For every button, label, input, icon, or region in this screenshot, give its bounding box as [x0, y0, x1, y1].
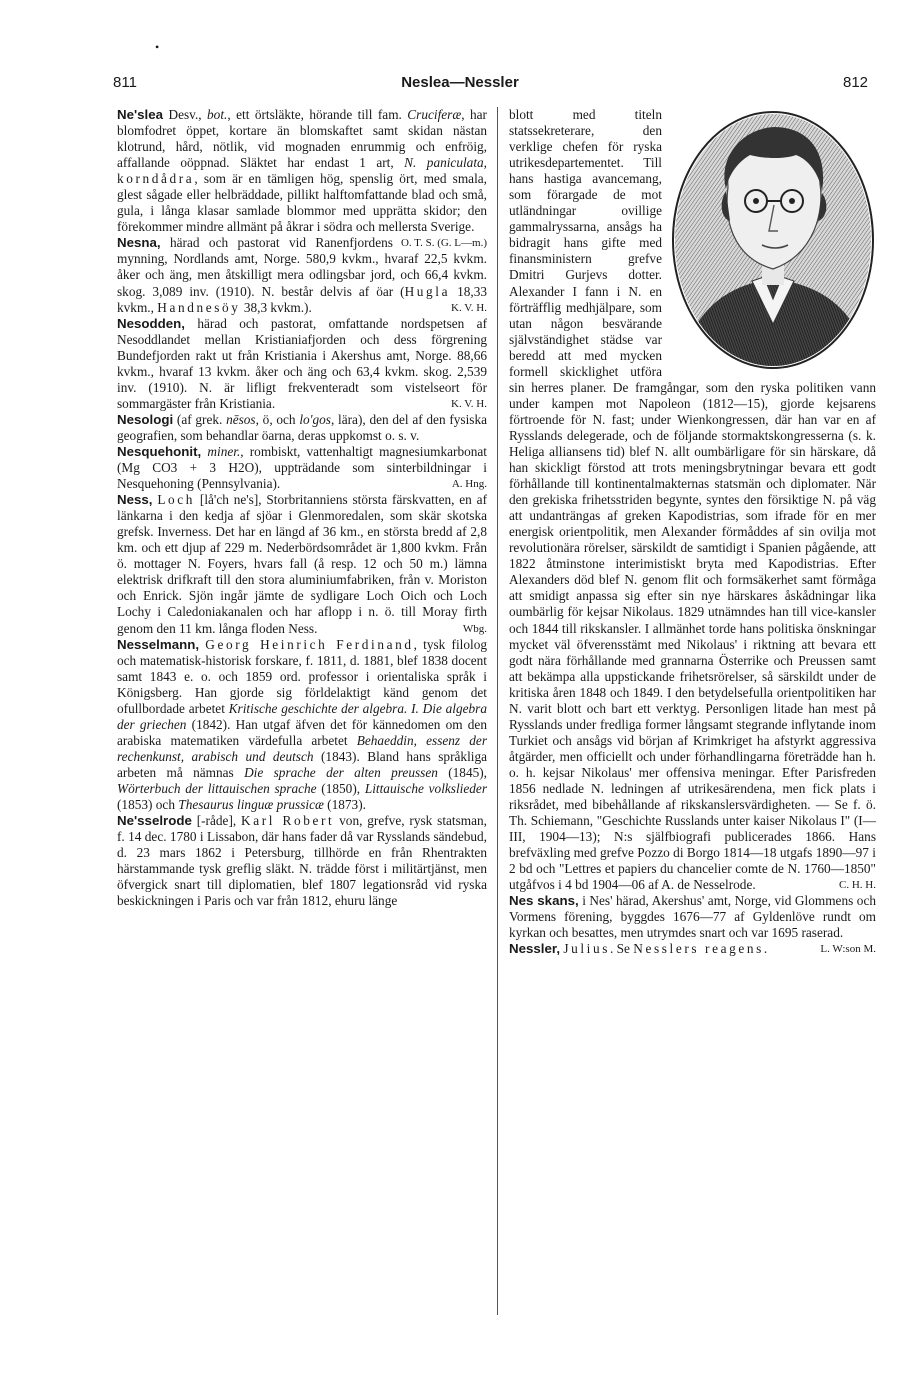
author-signature: C. H. H. [839, 879, 876, 892]
column-divider [497, 107, 498, 1315]
headword: Ne'slea [117, 107, 164, 122]
author-signature: K. V. H. [451, 397, 487, 410]
page-number-left: 811 [113, 74, 137, 91]
entry-ness: Ness, Loch [lå'ch ne's], Storbritanniens största färskvatten, en af länkarna i den kedja af sjöar i Glenmoredalen, som skär skotska grefsk. Inverness. Det har en längd af 36 km., en största bredd af 2,8 km. och ett djup af 229 m. Nederbördsområdet är 1,800 kvkm. Från ö. mottager N. Foyers, hvars fall (å resp. 12 och 50 m.) lämna elektrisk drifkraft till den stora aluminiumfabriken, från v. Moriston och Enrick. Sjön ingår jämte de sydligare Loch Oich och Loch Lochy i Caledoniakanalen och har aflopp i n. ö. till Moray firth genom den 11 km. långa floden Ness. Wbg. [117, 492, 487, 636]
entry-nes-skans: Nes skans, i Nes' härad, Akershus' amt, Norge, vid Glommens och Vormens förening, byggdes 1676—77 af Gyldenlöve rundt om kyrkan och besattes, men utrymdes snart och var 1695 raserad. L. W:son M. [509, 893, 876, 941]
headword: Nesodden, [117, 315, 185, 331]
headword: Nessler, [509, 941, 561, 957]
headword: Nes skans, [509, 893, 579, 909]
entry-nesodden: Nesodden, härad och pastorat, omfattande nordspetsen af Nesoddlandet mellan Kristianiafjorden och dess förgrening Bundefjorden rakt ut från Kristiania i Akershus amt, Norge. 88,66 kvkm., hvaraf 13 kvkm. åker och äng och 63,4 kvkm. skog. 2,539 inv. (1910). N. är lifligt frekventeradt som vistelseort för sommargäster från Kristiania. K. V. H. [117, 315, 487, 411]
portrait-icon [670, 109, 876, 371]
entry-nesquehonit: Nesquehonit, miner., rombiskt, vattenhaltigt magnesiumkarbonat (Mg CO3 + 3 H2O), uppträdande som sinterbildningar i Nesquehoning (Pennsylvania). A. Hng. [117, 443, 487, 492]
headword: Ne'sselrode [117, 813, 192, 829]
entry-nesselrode-continued: blott med titeln statssekreterare, den verklige chefen för ryska utrikesdepartementet. Till hans hastiga avancemang, som förargade de mot utländningar ovillige gammalryssarna, ansågs ha bidragit hans gifte med finansministern grefve Dmitri Gurjevs dotter. Alexander I fann i N. en förträfflig medhjälpare, som utan någon besvärande självständighet städse var beredd att med mycken formell skicklighet utföra sin herres planer. De framgångar, som den ryska politiken vann under kampen mot Napoleon (1812—15), gjorde kejsarens förtroende för N. fast; under Wienkongressen, där han var en af Rysslands delegerade, och de följande stormaktskongresserna (s. k. Heliga alliansens tid) blef N. allt oumbärligare för sin härskare, då han skickligt förstod att trots meningsbrytningar bevara ett godt förhållande till kontinentalmakternas statsmän och diplomater. När den grekiska frihetsstriden begynte, syntes den försiktige N. på väg att undanträngas af greken Kapodistrias, som ifrade för en mer energisk orientpolitik, men Alexander förmåddes af sin ovilja mot revolutionära rörelser, särskildt de samtidigt i Spanien pågående, att 1822 åtminstone interimistiskt bryta med Kapodistrias. Efter Alexanders död blef N. genom flit och formsäkerhet samt förmåga att smidigt anpassa sig efter sin nye härskares åskådningar lika oumbärlig för kejsar Nikolaus. 1829 utnämndes han till vice-kansler och 1844 till rikskansler. I allmänhet torde hans politiska önskningar mycket väl öfverensstämt med Nikolaus' i riktning att bevara ett godt nära förhållande med grannarna Österrike och Preussen samt att bekämpa alla uppstickande frihetsrörelser, så särskildt under de kritiska åren 1848 och 1849. I den betydelsefulla orientpolitiken har N. varit blott och bart ett verktyg. Personligen litade han mest på Rysslands under fredliga former långsamt stegrande inflytande inom Turkiet och ansågs vid början af Krimkriget ha afstyrkt aggressiva åtgärder, men officiellt och under förhandlingarna företrädde han h. o. h. kejsar Nikolaus' mer offensiva meningar. Efter Parisfreden 1856 nedlade N. ledningen af utrikesärendena, men fick plats i riksrådet, med bibehållande af rikskanslersvärdigheten. — Se f. ö. Th. Schiemann, "Geschichte Russlands unter kaiser Nikolaus I" (I—III, 1904—13); N:s själfbiografi publicerades 1866. Hans brefväxling med grefve Pozzo di Borgo 1814—18 utgafs 1890—97 i 2 bd och "Lettres et papiers du chancelier comte de N. 1760—1850" utgåfvos i 4 bd 1904—06 af A. de Nesselrode. C. H. H. [509, 107, 876, 893]
headword: Nesologi [117, 411, 174, 427]
author-signature: K. V. H. [451, 301, 487, 314]
author-signature: A. Hng. [451, 478, 487, 491]
headword: Nesquehonit, [117, 443, 202, 459]
entry-nesna: Nesna, härad och pastorat vid Ranenfjordens mynning, Nordlands amt, Norge. 580,9 kvkm., hvaraf 22,5 kvkm. åker och äng, men åtskilligt mera odlingsbar jord, och 66,4 kvkm. skog. 3,089 inv. (1910). N. består delvis af öar (Hugla 18,33 kvkm., Handnesöy 38,3 kvkm.). K. V. H. [117, 235, 487, 315]
headword: Nesna, [117, 235, 161, 251]
entry-neslea: Ne'slea Desv., bot., ett örtsläkte, hörande till fam. Cruciferæ, har blomfodret öppet, kortare än blomskaftet samt skidan nästan klotrund, hård, nötlik, vid mognaden enrummig och enfröig, affallande oöppnad. Släktet har endast 1 art, N. paniculata, korndådra, som är en tämligen hög, spenslig ört, med smala, glest sågade eller helbräddade, pillikt halftomfattande blad och små, gula, i långa klasar samlade blommor med upprätta skidor; den förekommer mindre allmänt på åkrar i södra och mellersta Sverige. O. T. S. (G. L—m.) [117, 107, 487, 235]
author-signature: L. W:son M. [820, 943, 876, 956]
entry-nessler: Nessler, Julius. Se Nesslers reagens. [509, 941, 768, 957]
author-signature: Wbg. [462, 622, 487, 635]
entry-nesselmann: Nesselmann, Georg Heinrich Ferdinand, tysk filolog och matematisk-historisk forskare, f. 1811, d. 1881, blef 1838 docent samt 1843 e. o. och 1859 ord. professor i orientaliska språk i Königsberg. Han gjorde sig förldelaktigt känd genom det ofullbordade arbetet Kritische geschichte der algebra. I. Die algebra der griechen (1842). Han utgaf äfven det för kännedomen om den arabiska matematiken värdefulla arbetet Behaeddin, essenz der rechenkunst, arabisch und deutsch (1843). Bland hans språkliga arbeten må nämnas Die sprache der alten preussen (1845), Wörterbuch der littauischen sprache (1850), Littauische volkslieder (1853) och Thesaurus linguæ prussicæ (1873). [117, 636, 488, 813]
stray-mark: • [155, 40, 160, 54]
entry-nesselrode: Ne'sselrode [-råde], Karl Robert von, grefve, rysk statsman, f. 14 dec. 1780 i Lissabon, där hans fader då var Rysslands sändebud, d. 23 mars 1862 i Petersburg, tillhörde en från Rhentrakten härstammande tysk greflig släkt. N. trädde först i militärtjänst, men öfvergick snart till diplomatien, blef 1807 legationsråd vid ryska beskickningen i Paris och var från 1812, ehuru länge [117, 813, 487, 909]
entry-nesologi: Nesologi (af grek. nēsos, ö, och lo'gos, lära), den del af den fysiska geografien, som behandlar öarna, deras uppkomst o. s. v. [117, 411, 488, 443]
headword: Nesselmann, [117, 636, 200, 652]
running-header: Neslea—Nessler [401, 74, 519, 91]
author-signature: O. T. S. (G. L—m.) [400, 237, 487, 250]
page-number-right: 812 [843, 74, 869, 91]
right-column [509, 107, 876, 957]
portrait-engraving [670, 109, 876, 371]
left-column [117, 107, 487, 909]
headword: Ness, [117, 492, 153, 508]
